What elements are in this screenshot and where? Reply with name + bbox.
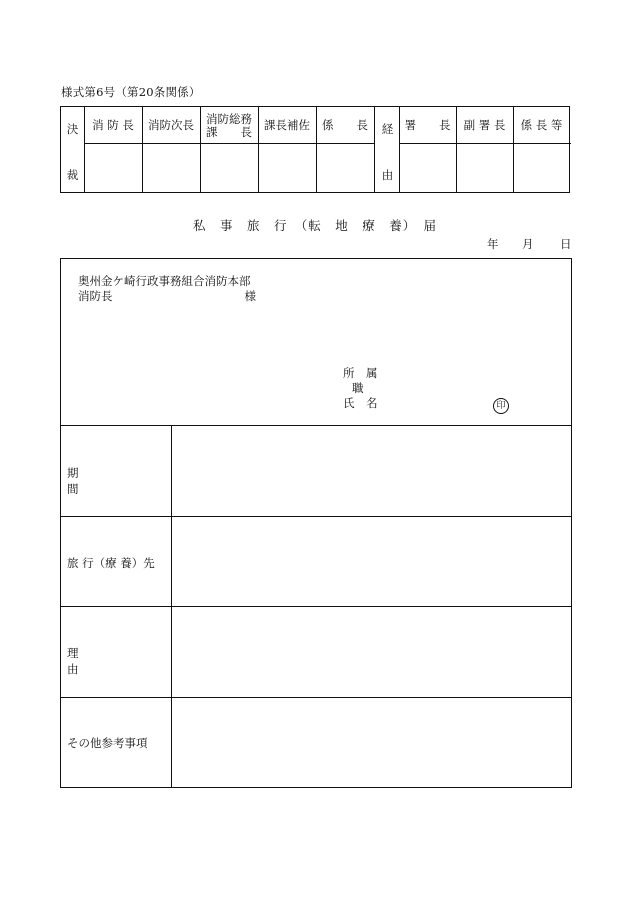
approval-header-deputy-chief: 消防次長 (148, 118, 194, 132)
approval-middle-top: 経 (381, 122, 394, 136)
applicant-block (343, 366, 378, 411)
date-month: 月 (522, 237, 534, 251)
approval-middle-bottom: 由 (381, 168, 394, 182)
form-title: 私 事 旅 行 （転 地 療 養） 届 (192, 218, 437, 233)
approval-table (60, 106, 570, 193)
approval-header-section-chief: 係 長 (322, 118, 368, 132)
approval-header-general-affairs: 消防総務 課 長 (206, 111, 252, 139)
destination-label: 旅 行（療 養）先 (67, 556, 155, 570)
reason-label: 理 由 (67, 646, 159, 676)
date-year: 年 (487, 237, 499, 251)
other-notes-label: その他参考事項 (67, 736, 148, 750)
applicant-affiliation-label: 所 属 (343, 366, 378, 380)
applicant-name-label: 氏 名 (343, 396, 378, 410)
date-day: 日 (560, 237, 572, 251)
approval-header-station-chief: 署 長 (404, 118, 451, 132)
addressee-org: 奥州金ケ崎行政事務組合消防本部 (78, 274, 251, 288)
application-box (60, 258, 572, 788)
approval-header-assistant-manager: 課長補佐 (264, 118, 310, 132)
addressee-position: 消防長 (78, 289, 113, 303)
addressee-honorific: 様 (244, 289, 256, 303)
addressee-block (78, 274, 256, 304)
period-label: 期 間 (67, 466, 159, 496)
seal-icon: 印 (493, 398, 509, 414)
approval-header-chief: 消 防 長 (92, 118, 134, 132)
approval-left-bottom: 裁 (66, 168, 79, 182)
applicant-title-label: 職 (352, 381, 364, 395)
approval-header-deputy-station-chief: 副 署 長 (463, 118, 506, 132)
form-number: 様式第6号（第20条関係） (61, 85, 201, 99)
approval-left-top: 決 (66, 122, 79, 136)
approval-header-chief-etc: 係 長 等 (520, 118, 563, 132)
